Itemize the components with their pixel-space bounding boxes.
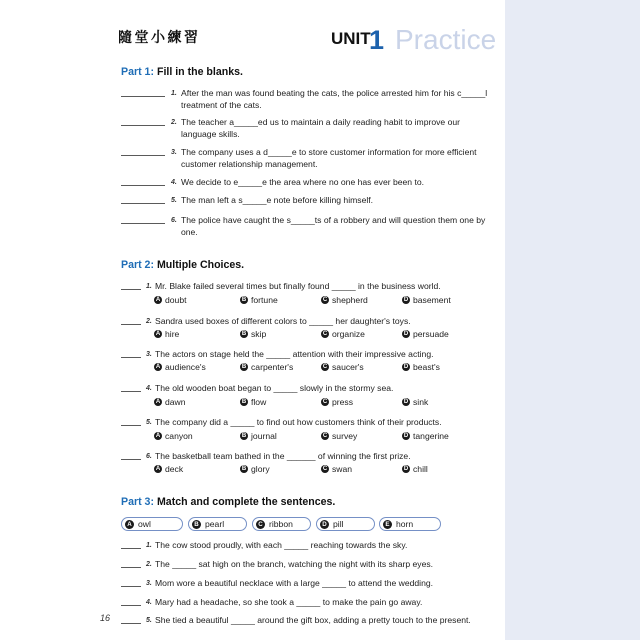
question-text: Sandra used boxes of different colors to _____ her daughter's toys. [155,316,411,326]
part1-heading [121,66,243,79]
option-a [154,294,187,306]
part-title: Fill in the blanks. [156,65,243,78]
option-letter-badge: C [322,399,328,405]
option-letter-badge: A [155,466,161,472]
option-d [402,463,428,475]
option-b [240,430,277,442]
word-box-option-c [252,517,311,531]
question-number: 5. [171,197,177,204]
part2-options-6 [121,463,501,475]
side-band [505,0,640,640]
answer-blank [121,567,141,568]
option-d [402,294,451,306]
part2-options-1 [121,294,501,306]
part2-options-2 [121,328,501,340]
part-title: Multiple Choices. [156,258,245,271]
word-box-word: owl [138,519,151,529]
option-b [240,328,266,340]
answer-blank [121,324,141,325]
question-number: 4. [146,599,152,606]
option-c [321,430,357,442]
option-c [321,328,365,340]
part1-item-3 [121,147,501,171]
option-letter-badge: D [403,466,409,472]
option-letter-badge: C [322,466,328,472]
option-letter-badge: D [320,520,329,529]
part3-heading [121,496,335,509]
option-text: fortune [251,295,278,305]
question-number: 5. [146,617,152,624]
option-text: chill [413,464,428,474]
question-text: We decide to e_____e the area where no one has ever been to. [181,177,425,187]
option-letter-badge: B [241,433,247,439]
option-d [402,396,428,408]
answer-blank [121,125,165,126]
option-text: carpenter's [251,362,294,372]
part2-options-4 [121,396,501,408]
answer-blank [121,96,165,97]
question-number: 5. [146,419,152,426]
option-letter-badge: B [241,466,247,472]
question-text: The basketball team bathed in the ______ of winning the first prize. [155,451,411,461]
option-text: deck [165,464,184,474]
option-a [154,430,193,442]
question-number: 4. [171,179,177,186]
answer-blank [121,548,141,549]
answer-blank [121,185,165,186]
option-letter-badge: B [241,331,247,337]
option-text: press [332,397,354,407]
option-text: doubt [165,295,187,305]
option-text: audience's [165,362,206,372]
question-text: The man left a s_____e note before killing himself. [181,195,374,205]
option-d [402,328,449,340]
answer-blank [121,203,165,204]
option-text: canyon [165,431,193,441]
word-box-option-b [188,517,247,531]
option-letter-badge: A [155,399,161,405]
option-a [154,328,179,340]
option-text: hire [165,329,180,339]
option-letter-badge: A [155,364,161,370]
option-text: swan [332,464,353,474]
option-text: glory [251,464,270,474]
word-box-option-e [379,517,441,531]
word-box-option-a [121,517,183,531]
option-a [154,361,206,373]
word-box-word: pill [333,519,344,529]
question-text: The company uses a d_____e to store customer information for more efficient customer relationship management. [181,147,477,169]
part-label: Part 1: [121,65,154,78]
part3-item-5 [121,615,501,639]
option-d [402,361,440,373]
question-number: 6. [146,453,152,460]
word-box-word: ribbon [269,519,293,529]
question-text: Mom wore a beautiful necklace with a large _____ to attend the wedding. [155,578,434,588]
option-c [321,463,352,475]
question-text: The company did a _____ to find out how customers think of their products. [155,417,442,427]
option-letter-badge: D [403,297,409,303]
option-letter-badge: C [256,520,265,529]
question-number: 2. [146,561,152,568]
option-text: skip [251,329,267,339]
question-text: The old wooden boat began to _____ slowly in the stormy sea. [155,383,394,393]
question-number: 2. [171,119,177,126]
option-b [240,361,293,373]
part2-options-3 [121,361,501,373]
question-text: Mary had a headache, so she took a _____ to make the pain go away. [155,597,423,607]
unit-number: 1 [369,25,385,55]
part1-item-1 [121,88,501,112]
option-c [321,361,364,373]
question-number: 4. [146,385,152,392]
part-title: Match and complete the sentences. [156,495,336,508]
option-c [321,396,353,408]
option-a [154,396,186,408]
question-number: 3. [146,351,152,358]
option-text: persuade [413,329,449,339]
question-number: 1. [171,90,177,97]
option-text: tangerine [413,431,449,441]
option-letter-badge: B [241,364,247,370]
option-d [402,430,449,442]
option-letter-badge: D [403,331,409,337]
option-letter-badge: C [322,297,328,303]
option-letter-badge: C [322,331,328,337]
unit-label: UNIT [331,29,371,48]
option-letter-badge: B [241,297,247,303]
answer-blank [121,586,141,587]
option-b [240,294,278,306]
option-text: survey [332,431,358,441]
answer-blank [121,459,141,460]
option-text: beast's [413,362,440,372]
option-letter-badge: A [125,520,134,529]
part1-item-6 [121,215,501,239]
answer-blank [121,223,165,224]
part-label: Part 2: [121,258,154,271]
option-letter-badge: A [155,331,161,337]
question-number: 1. [146,542,152,549]
word-box-word: horn [396,519,414,529]
answer-blank [121,425,141,426]
option-b [240,396,266,408]
answer-blank [121,605,141,606]
part2-options-5 [121,430,501,442]
question-text: The teacher a_____ed us to maintain a daily reading habit to improve our language skills. [181,117,460,139]
option-letter-badge: B [241,399,247,405]
question-number: 2. [146,318,152,325]
option-text: saucer's [332,362,364,372]
part-label: Part 3: [121,495,154,508]
question-text: After the man was found beating the cats, the police arrested him for his c_____l treatment of the cats. [181,88,488,110]
question-number: 3. [171,149,177,156]
answer-blank [121,623,141,624]
question-number: 3. [146,580,152,587]
option-c [321,294,368,306]
option-text: basement [413,295,451,305]
option-b [240,463,270,475]
question-text: The cow stood proudly, with each _____ reaching towards the sky. [155,540,408,550]
option-text: journal [251,431,277,441]
option-letter-badge: D [403,364,409,370]
option-text: organize [332,329,365,339]
option-letter-badge: E [383,520,392,529]
option-letter-badge: A [155,297,161,303]
part2-heading [121,259,244,272]
question-number: 6. [171,217,177,224]
option-letter-badge: D [403,399,409,405]
word-box-word: pearl [205,519,225,529]
option-a [154,463,183,475]
option-text: sink [413,397,429,407]
option-letter-badge: C [322,433,328,439]
option-letter-badge: C [322,364,328,370]
option-text: shepherd [332,295,368,305]
word-box-option-d [316,517,375,531]
question-number: 1. [146,283,152,290]
page-title-chinese: 隨堂小練習 [118,30,201,46]
answer-blank [121,289,141,290]
option-text: dawn [165,397,186,407]
option-text: flow [251,397,267,407]
page-number: 16 [100,613,111,623]
question-text: The actors on stage held the _____ attention with their impressive acting. [155,349,434,359]
answer-blank [121,357,141,358]
option-letter-badge: B [192,520,201,529]
practice-label: Practice [395,24,497,55]
part1-item-2 [121,117,501,141]
answer-blank [121,391,141,392]
option-letter-badge: D [403,433,409,439]
option-letter-badge: A [155,433,161,439]
question-text: Mr. Blake failed several times but finally found _____ in the business world. [155,281,441,291]
question-text: The police have caught the s_____ts of a robbery and will question them one by one. [181,215,486,237]
answer-blank [121,155,165,156]
question-text: The _____ sat high on the branch, watching the night with its sharp eyes. [155,559,434,569]
question-text: She tied a beautiful _____ around the gift box, adding a pretty touch to the present. [155,615,471,625]
